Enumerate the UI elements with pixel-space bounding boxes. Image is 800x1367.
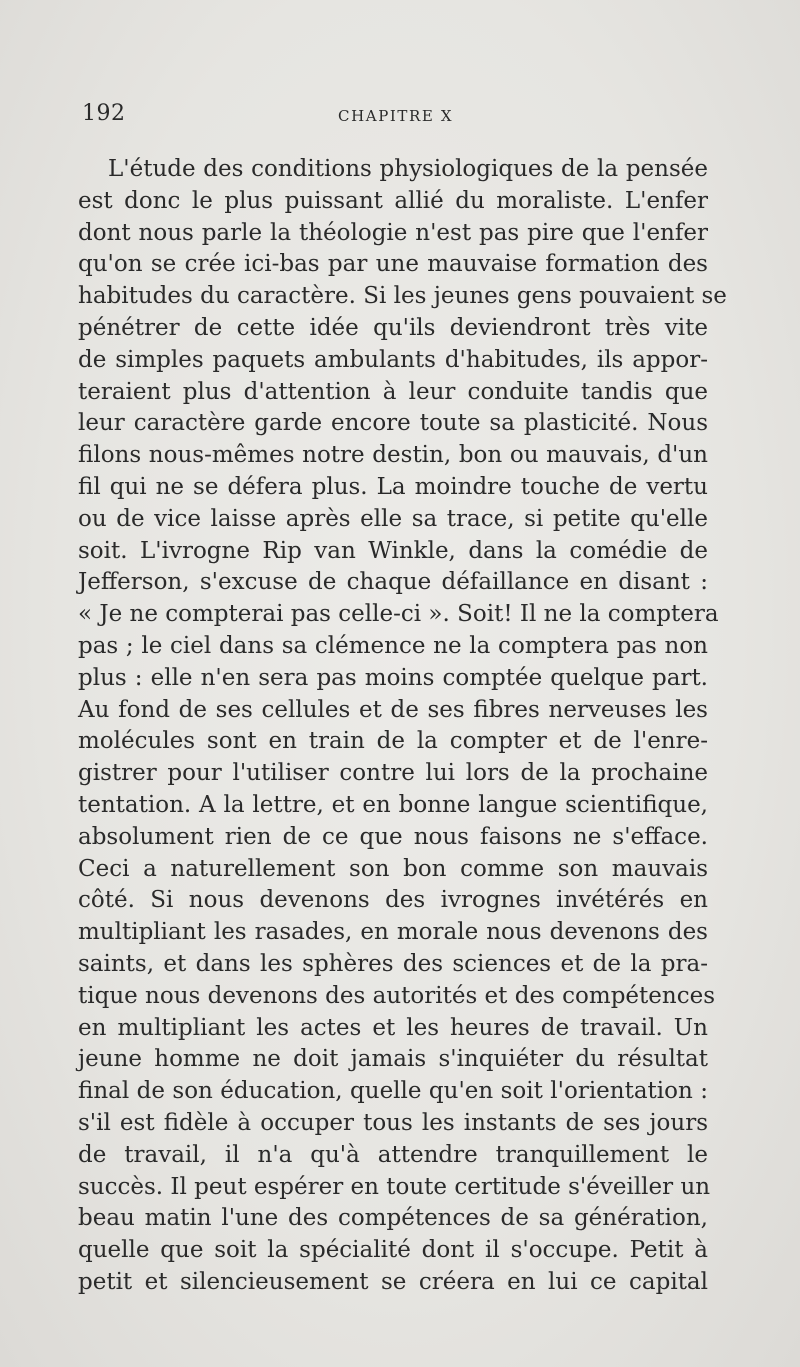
text-line: saints, et dans les sphères des sciences et de la pra- — [78, 950, 708, 977]
text-line: est donc le plus puissant allié du moraliste. L'enfer — [78, 187, 708, 214]
text-line: Au fond de ses cellules et de ses fibres nerveuses les — [78, 696, 708, 723]
text-line: beau matin l'une des compétences de sa génération, — [78, 1205, 708, 1232]
text-line: dont nous parle la théologie n'est pas pire que l'enfer — [78, 219, 708, 246]
text-line: tentation. A la lettre, et en bonne langue scientifique, — [78, 791, 708, 818]
text-line: leur caractère garde encore toute sa plasticité. Nous — [78, 410, 708, 437]
text-line: s'il est fidèle à occuper tous les instants de ses jours — [78, 1109, 708, 1136]
text-line: de travail, il n'a qu'à attendre tranquillement le — [78, 1141, 708, 1168]
text-line: pénétrer de cette idée qu'ils deviendront très vite — [78, 314, 708, 341]
text-line: habitudes du caractère. Si les jeunes gens pouvaient se — [78, 283, 727, 310]
text-line: de simples paquets ambulants d'habitudes, ils appor- — [78, 346, 708, 373]
text-line: plus : elle n'en sera pas moins comptée quelque part. — [78, 664, 708, 691]
text-line: Jefferson, s'excuse de chaque défaillance en disant : — [78, 569, 708, 596]
text-line: succès. Il peut espérer en toute certitude s'éveiller un — [78, 1173, 711, 1200]
text-line: Ceci a naturellement son bon comme son mauvais — [78, 855, 708, 882]
running-head: CHAPITRE X — [338, 107, 454, 125]
text-line: filons nous-mêmes notre destin, bon ou mauvais, d'un — [78, 442, 708, 469]
text-line: teraient plus d'attention à leur conduite tandis que — [78, 378, 708, 405]
text-line: L'étude des conditions physiologiques de la pensée — [108, 156, 708, 182]
text-line: multipliant les rasades, en morale nous devenons des — [78, 919, 708, 946]
text-line: « Je ne compterai pas celle-ci ». Soit! Il ne la comptera — [78, 601, 719, 628]
text-line: soit. L'ivrogne Rip van Winkle, dans la comédie de — [78, 537, 708, 564]
page-number: 192 — [82, 101, 126, 126]
text-line: quelle que soit la spécialité dont il s'occupe. Petit à — [78, 1237, 708, 1264]
text-line: jeune homme ne doit jamais s'inquiéter du résultat — [78, 1046, 708, 1073]
text-line: tique nous devenons des autorités et des compétences — [78, 982, 716, 1009]
text-line: ou de vice laisse après elle sa trace, si petite qu'elle — [78, 505, 708, 532]
text-line: molécules sont en train de la compter et de l'enre- — [78, 728, 708, 755]
text-line: en multipliant les actes et les heures de travail. Un — [78, 1014, 708, 1041]
text-line: petit et silencieusement se créera en lui ce capital — [78, 1268, 708, 1295]
text-line: pas ; le ciel dans sa clémence ne la comptera pas non — [78, 632, 708, 659]
text-line: absolument rien de ce que nous faisons ne s'efface. — [78, 823, 708, 850]
body-text — [78, 154, 727, 1299]
text-line: final de son éducation, quelle qu'en soit l'orientation : — [78, 1078, 708, 1105]
text-line: fil qui ne se défera plus. La moindre touche de vertu — [78, 473, 708, 500]
text-line: côté. Si nous devenons des ivrognes invétérés en — [78, 887, 708, 914]
text-line: qu'on se crée ici-bas par une mauvaise formation des — [78, 251, 708, 278]
text-line: gistrer pour l'utiliser contre lui lors de la prochaine — [78, 760, 708, 787]
